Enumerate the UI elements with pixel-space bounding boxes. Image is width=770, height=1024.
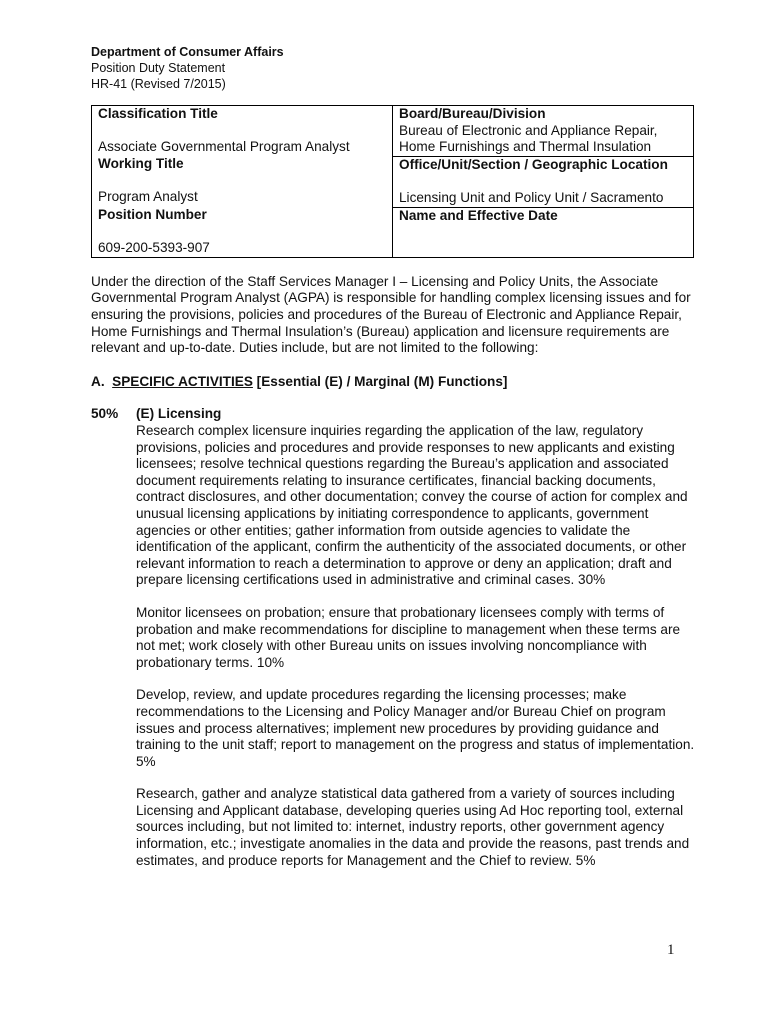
office-cell	[393, 156, 694, 207]
board-cell	[393, 106, 694, 157]
working-title-value: Program Analyst	[98, 189, 198, 205]
form-revision: HR-41 (Revised 7/2015)	[91, 77, 226, 91]
office-value: Licensing Unit and Policy Unit / Sacramento	[399, 189, 664, 205]
section-a-heading	[91, 374, 697, 391]
office-label: Office/Unit/Section / Geographic Location	[399, 156, 668, 172]
section-a-subtitle: [Essential (E) / Marginal (M) Functions]	[252, 373, 508, 389]
document-page	[91, 44, 697, 869]
position-info-table	[91, 105, 694, 258]
duty-item: Research complex licensure inquiries regarding the application of the law, regulatory provisions, policies and procedures and provide responses to new applicants and existing licensees; resolve technical questions regarding the Bureau’s application and associated document requirements relating to insurance certificates, financial backing documents, contract disclosures, and other documentation; convey the course of action for complex and unusual licensing applications by initiating correspondence to applicants, government agencies or other entities; gather information from outside agencies to validate the identification of the applicant, confirm the authenticity of the associated documents, or other relevant information to reach a determination to approve or deny an application; draft and prepare licensing certifications used in administrative and criminal cases. 30%	[136, 423, 688, 588]
working-title-cell	[92, 156, 393, 207]
page-number: 1	[667, 942, 675, 958]
duty-section	[91, 406, 697, 869]
position-number-label: Position Number	[98, 207, 207, 223]
section-a-title: SPECIFIC ACTIVITIES	[112, 373, 253, 389]
duty-percent: 50%	[91, 406, 119, 422]
duty-title: (E) Licensing	[136, 406, 222, 422]
form-name: Position Duty Statement	[91, 61, 226, 75]
classification-cell	[92, 106, 393, 157]
board-value: Bureau of Electronic and Appliance Repair, Home Furnishings and Thermal Insulation	[399, 122, 658, 155]
working-title-label: Working Title	[98, 156, 184, 172]
position-number-cell	[92, 207, 393, 257]
intro-paragraph: Under the direction of the Staff Services Manager I – Licensing and Policy Units, the Associate Governmental Program Analyst (AGPA) is responsible for handling complex licensing issues and for ensuring the provisions, policies and procedures of the Bureau of Electronic and Appliance Repair, Home Furnishings and Thermal Insulation’s (Bureau) application and licensure requirements are relevant and up-to-date. Duties include, but are not limited to the following:	[91, 273, 691, 356]
department-name: Department of Consumer Affairs	[91, 45, 284, 59]
classification-label: Classification Title	[98, 106, 218, 121]
section-a-letter: A.	[91, 373, 105, 389]
name-date-label: Name and Effective Date	[399, 207, 558, 223]
board-label: Board/Bureau/Division	[399, 106, 546, 121]
name-date-cell	[393, 207, 694, 257]
document-header	[91, 44, 697, 92]
duty-item: Monitor licensees on probation; ensure that probationary licensees comply with terms of probation and make recommendations for discipline to management when these terms are not met; work closely with other Bureau units on issues involving noncompliance with probationary terms. 10%	[136, 604, 681, 670]
duty-item: Develop, review, and update procedures regarding the licensing processes; make recommendations to the Licensing and Policy Manager and/or Bureau Chief on program issues and process alternatives; implement new procedures by providing guidance and training to the unit staff; report to management on the progress and status of implementation. 5%	[136, 687, 695, 769]
duty-item: Research, gather and analyze statistical data gathered from a variety of sources including Licensing and Applicant database, developing queries using Ad Hoc reporting tool, external sources including, but not limited to: internet, industry reports, other government agency information, etc.; investigate anomalies in the data and provide the reasons, past trends and estimates, and produce reports for Management and the Chief to review. 5%	[136, 786, 690, 868]
position-number-value: 609-200-5393-907	[98, 240, 210, 256]
classification-value: Associate Governmental Program Analyst	[98, 139, 350, 155]
